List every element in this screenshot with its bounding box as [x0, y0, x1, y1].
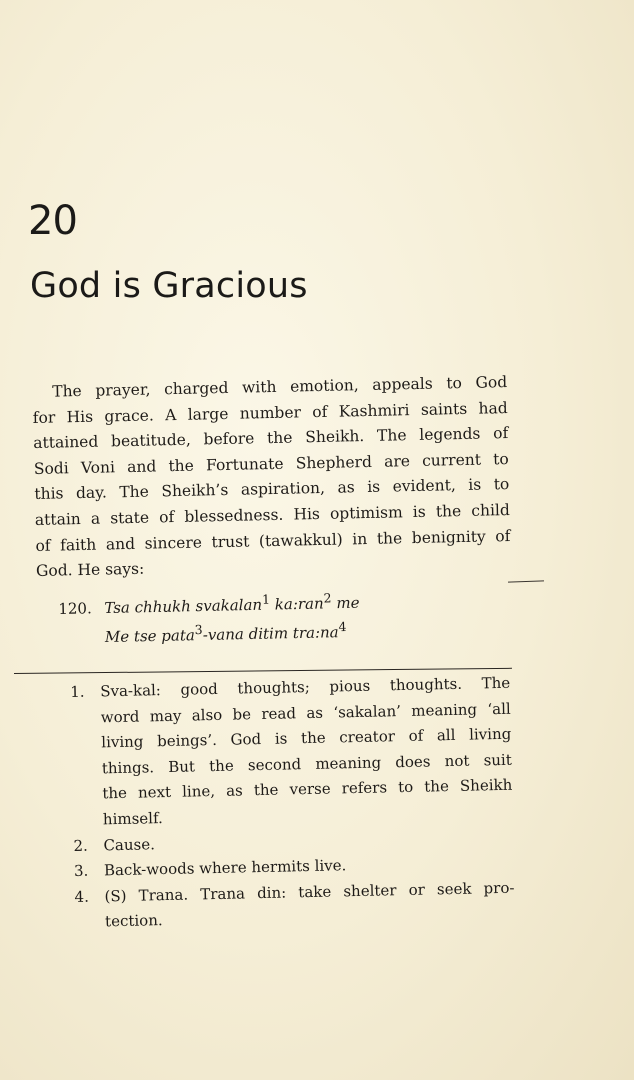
- verse-text: ka:ran: [269, 594, 324, 614]
- footnote-text: [104, 875, 515, 935]
- chapter-title: God is Gracious: [30, 266, 308, 306]
- body-line: God. He says:: [35, 559, 145, 581]
- verse-number: 120.: [58, 599, 92, 618]
- footnote-ref: 1: [261, 591, 271, 607]
- body-line: for His grace. A large number of Kashmiri saints had: [32, 398, 508, 427]
- verse-text: me: [331, 593, 360, 613]
- footnote-line: (S) Trana. Trana din: take shelter or seek pro-: [104, 878, 515, 906]
- footnote-line: himself.: [102, 809, 163, 829]
- body-line: Sodi Voni and the Fortunate Shepherd are current to: [33, 449, 509, 478]
- verse-block: [58, 583, 479, 650]
- footnote-number: 3.: [73, 861, 89, 881]
- footnote-ref: 2: [323, 590, 332, 606]
- footnote-ref: 3: [194, 621, 203, 638]
- verse-text: -vana ditim tra:na: [202, 623, 339, 644]
- footnote-item: [70, 671, 513, 834]
- body-line: this day. The Sheikh’s aspiration, as is evident, is to: [34, 475, 510, 504]
- footnote-number: 2.: [73, 836, 88, 855]
- footnote-line: Back-woods where hermits live.: [103, 856, 347, 880]
- body-line: attained beatitude, before the Sheikh. The legends of: [33, 424, 509, 453]
- footnote-ref: 4: [338, 618, 347, 635]
- footnote-line: things. But the second meaning does not suit: [101, 750, 512, 778]
- footnote-item: [74, 875, 515, 935]
- footnote-line: living beings’. God is the creator of all living: [101, 724, 512, 752]
- footnotes: [70, 671, 515, 936]
- body-line: The prayer, charged with emotion, appeals to God: [52, 373, 508, 401]
- footnote-number: 1.: [70, 682, 85, 701]
- footnote-line: tection.: [104, 911, 163, 931]
- chapter-number: 20: [28, 198, 77, 244]
- footnote-line: the next line, as the verse refers to the Sheikh: [102, 776, 513, 803]
- footnote-number: 4.: [74, 887, 90, 906]
- verse-text: Me tse pata: [104, 626, 196, 647]
- verse-text: Tsa chhukh svakalan: [104, 595, 263, 618]
- footnote-text: [100, 671, 513, 833]
- body-line: attain a state of blessedness. His optimism is the child: [34, 500, 511, 529]
- footnote-line: word may also be read as ‘sakalan’ meaning ‘all: [100, 699, 511, 726]
- margin-dash: [508, 580, 544, 582]
- body-line: of faith and sincere trust (tawakkul) in the benignity of: [35, 526, 511, 555]
- body-paragraph: [32, 370, 511, 585]
- footnote-line: Cause.: [103, 834, 156, 854]
- footnote-line: Sva-kal: good thoughts; pious thoughts. The: [100, 673, 511, 701]
